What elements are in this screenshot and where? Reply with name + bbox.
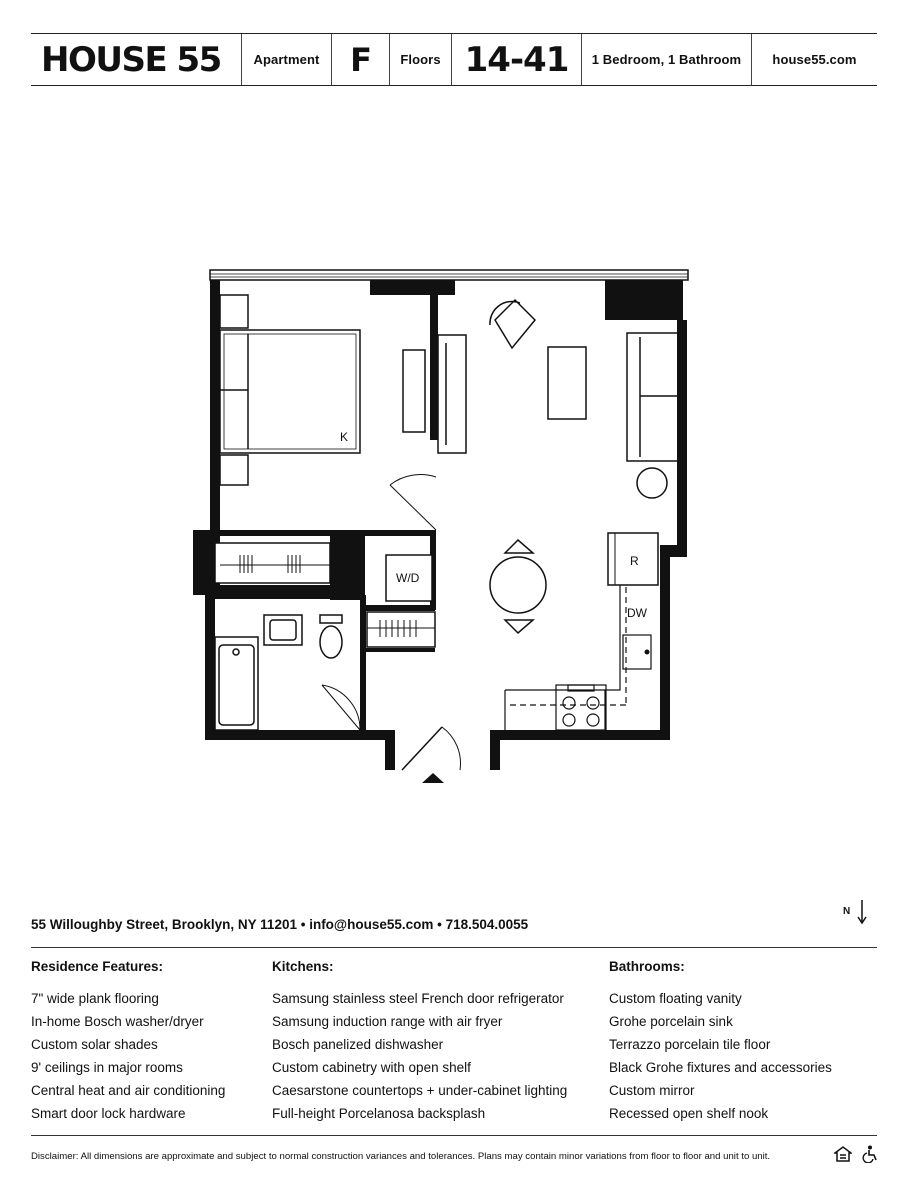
website-link[interactable]: house55.com <box>772 52 857 67</box>
residence-features <box>31 959 225 1125</box>
window-strip <box>210 270 688 280</box>
list-item: Recessed open shelf nook <box>609 1106 769 1121</box>
apartment-label-cell <box>241 34 331 85</box>
coffee-table <box>548 347 586 419</box>
column-top <box>370 280 455 295</box>
refrigerator-label: R <box>630 554 639 568</box>
apartment-value-cell <box>331 34 389 85</box>
list-item: Caesarstone countertops + under-cabinet lighting <box>272 1083 568 1098</box>
list-item: In-home Bosch washer/dryer <box>31 1014 204 1029</box>
floors-label: Floors <box>400 52 441 67</box>
list-item: Custom floating vanity <box>609 991 742 1006</box>
armchair <box>495 300 535 348</box>
accessibility-icon <box>862 1145 878 1163</box>
apartment-value: F <box>350 40 371 79</box>
list-item: Custom mirror <box>609 1083 695 1098</box>
washer-dryer-label: W/D <box>396 571 420 585</box>
list-item: 7" wide plank flooring <box>31 991 159 1006</box>
list-item: Samsung induction range with air fryer <box>272 1014 503 1029</box>
bedroom-door <box>390 475 436 485</box>
bathrooms-heading: Bathrooms: <box>609 959 685 974</box>
equal-housing-icon <box>834 1146 852 1162</box>
column-top-right <box>605 280 683 320</box>
floors-label-cell <box>389 34 451 85</box>
list-item: 9' ceilings in major rooms <box>31 1060 183 1075</box>
kitchen-features <box>272 959 567 1125</box>
list-item: Black Grohe fixtures and accessories <box>609 1060 832 1075</box>
brand-cell <box>41 34 241 85</box>
header-bar <box>31 33 877 86</box>
bathroom <box>215 615 342 730</box>
entry-door <box>402 727 442 770</box>
bathroom-features <box>609 959 832 1125</box>
kitchens-heading: Kitchens: <box>272 959 334 974</box>
floors-value-cell <box>451 34 581 85</box>
list-item: Custom cabinetry with open shelf <box>272 1060 471 1075</box>
range <box>556 685 606 730</box>
list-item: Samsung stainless steel French door refrigerator <box>272 991 564 1006</box>
sofa <box>627 333 679 461</box>
bed <box>220 295 360 485</box>
unit-type-cell <box>581 34 751 85</box>
floors-value: 14-41 <box>464 39 569 80</box>
list-item: Bosch panelized dishwasher <box>272 1037 444 1052</box>
list-item: Terrazzo porcelain tile floor <box>609 1037 771 1052</box>
list-item: Grohe porcelain sink <box>609 1014 733 1029</box>
hall-closet <box>367 612 435 647</box>
divider-bottom <box>31 1135 877 1136</box>
side-table <box>637 468 667 498</box>
dining-table <box>490 540 546 633</box>
dishwasher-label: DW <box>627 606 647 620</box>
north-indicator <box>843 898 873 928</box>
divider-top <box>31 947 877 948</box>
list-item: Custom solar shades <box>31 1037 158 1052</box>
entry-arrow-icon <box>422 773 444 783</box>
apartment-label: Apartment <box>253 52 320 67</box>
list-item: Smart door lock hardware <box>31 1106 186 1121</box>
exterior-walls <box>193 280 687 770</box>
bed-label: K <box>340 430 349 444</box>
contact-line: 55 Willoughby Street, Brooklyn, NY 11201 • info@house55.com • 718.504.0055 <box>31 917 529 932</box>
residence-heading: Residence Features: <box>31 959 164 974</box>
floor-plan <box>190 265 700 795</box>
north-label: N <box>843 906 851 917</box>
list-item: Full-height Porcelanosa backsplash <box>272 1106 486 1121</box>
media-console <box>438 335 466 453</box>
website-cell <box>751 34 877 85</box>
dresser <box>403 350 425 432</box>
brand-logo: HOUSE 55 <box>41 39 221 80</box>
disclaimer: Disclaimer: All dimensions are approximate and subject to normal construction variances and tolerances. Plans may contain minor variations from floor to floor and unit to unit. <box>31 1151 771 1162</box>
unit-type: 1 Bedroom, 1 Bathroom <box>591 52 742 67</box>
list-item: Central heat and air conditioning <box>31 1083 226 1098</box>
